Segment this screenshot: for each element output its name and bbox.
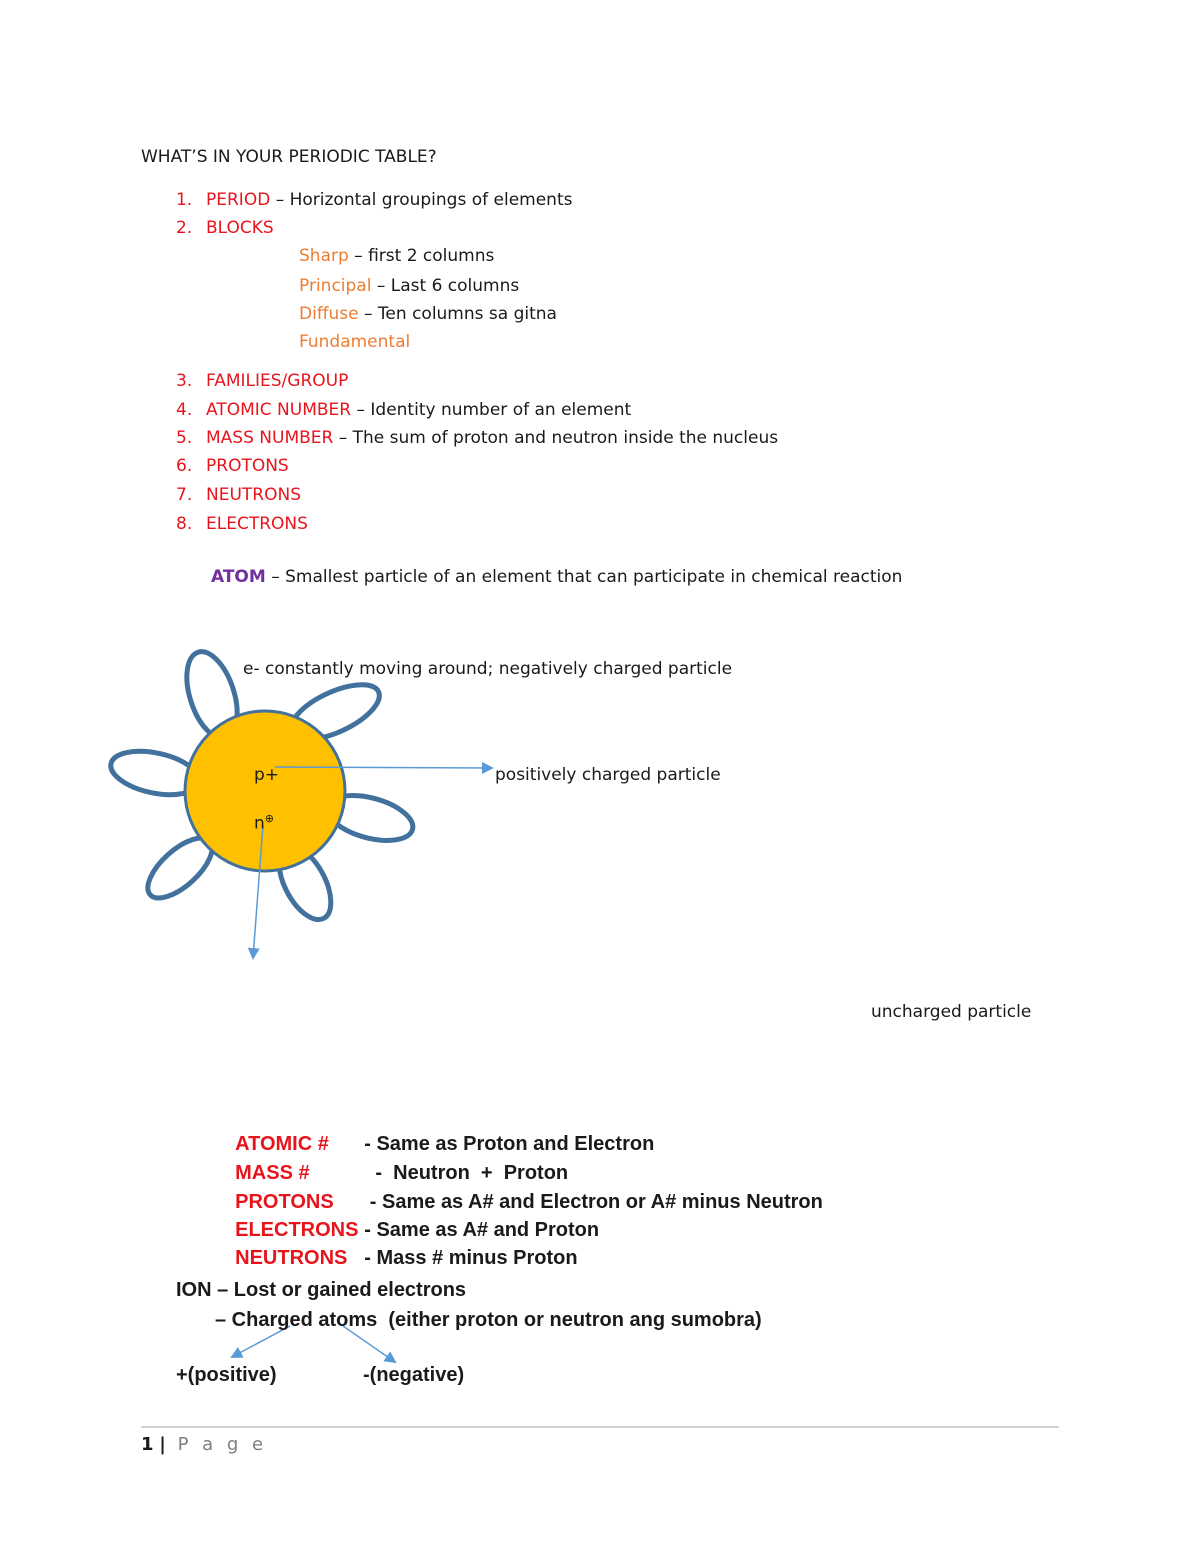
page-label: P a g e: [177, 1434, 268, 1455]
nucleus: [185, 711, 345, 871]
ion-negative: -(negative): [363, 1364, 465, 1386]
page-number: 1: [141, 1434, 154, 1455]
proton-symbol: p+: [254, 765, 280, 785]
footer-divider: [141, 1426, 1059, 1428]
list-item: 5. MASS NUMBER – The sum of proton and neutron inside the nucleus: [176, 428, 779, 448]
list-item: 6. PROTONS: [176, 456, 289, 476]
list-item: 8. ELECTRONS: [176, 514, 308, 534]
proton-description: positively charged particle: [495, 765, 721, 785]
list-item: 2. BLOCKS: [176, 218, 274, 238]
formula-row: NEUTRONS - Mass # minus Proton: [235, 1247, 578, 1269]
ion-charged-atoms: – Charged atoms (either proton or neutron ang sumobra): [215, 1309, 762, 1331]
list-item: 1. PERIOD – Horizontal groupings of elements: [176, 190, 573, 210]
ion-definition: ION – Lost or gained electrons: [176, 1279, 467, 1301]
page-title: WHAT’S IN YOUR PERIODIC TABLE?: [141, 147, 437, 167]
page-footer: [141, 1433, 267, 1457]
block-item: Fundamental: [299, 332, 411, 352]
page-bar: |: [159, 1434, 166, 1455]
atom-definition: ATOM – Smallest particle of an element that can participate in chemical reaction: [211, 567, 903, 587]
list-item: 3. FAMILIES/GROUP: [176, 371, 349, 391]
block-item: Sharp – first 2 columns: [299, 246, 495, 266]
neutron-description: uncharged particle: [871, 1002, 1032, 1022]
formula-row: ATOMIC # - Same as Proton and Electron: [235, 1133, 655, 1155]
electron-label: e- constantly moving around; negatively charged particle: [243, 659, 733, 679]
neutron-symbol: n⊕: [254, 812, 274, 834]
block-item: Diffuse – Ten columns sa gitna: [299, 304, 557, 324]
block-item: Principal – Last 6 columns: [299, 276, 520, 296]
ion-positive: +(positive): [176, 1364, 277, 1386]
formula-row: PROTONS - Same as A# and Electron or A# minus Neutron: [235, 1191, 823, 1213]
proton-arrow: [275, 767, 492, 768]
formula-row: ELECTRONS - Same as A# and Proton: [235, 1219, 600, 1241]
formula-row: MASS # - Neutron + Proton: [235, 1162, 569, 1184]
list-item: 7. NEUTRONS: [176, 485, 301, 505]
list-item: 4. ATOMIC NUMBER – Identity number of an element: [176, 400, 632, 420]
